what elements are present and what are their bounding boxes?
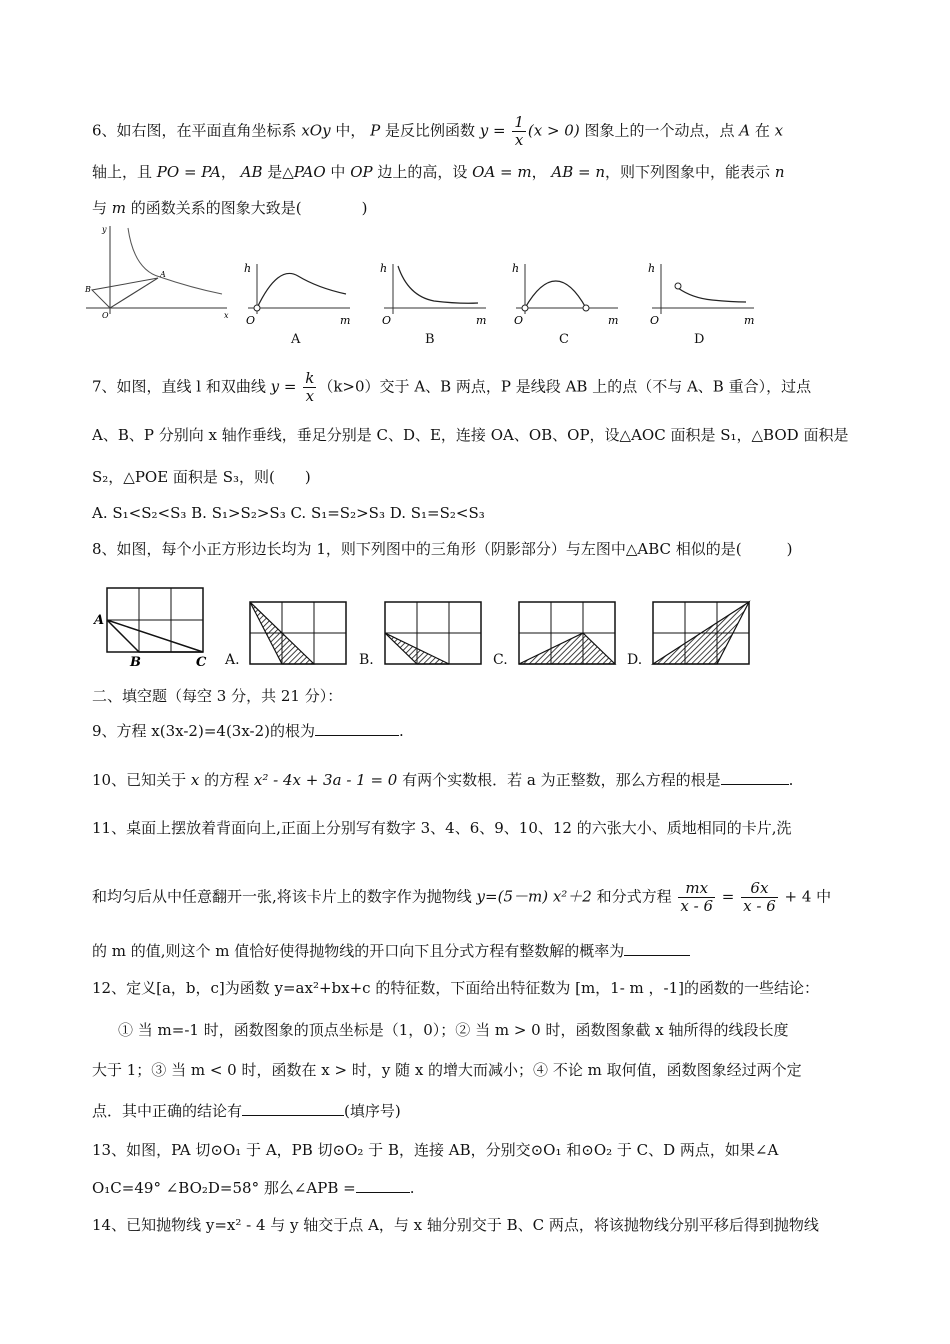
curve-d (678, 288, 746, 302)
q11-line1: 11、桌面上摆放着背面向上,正面上分别写有数字 3、4、6、9、10、12 的六张大小、质地相同的卡片,洗 (92, 819, 792, 837)
answer-blank-q13[interactable] (356, 1178, 410, 1193)
q6-option-d-graph (642, 256, 757, 328)
q6-option-a-graph (238, 256, 353, 328)
q6-line2: 轴上，且 PO = PA， AB 是△PAO 中 OP 边上的高，设 OA = m， AB = n，则下列图象中，能表示 n (92, 163, 785, 181)
axis-label-o-d: O (650, 314, 660, 327)
answer-blank-q11[interactable] (624, 941, 690, 956)
axis-label-o-a: O (246, 314, 256, 327)
hyperbola-curve (128, 228, 222, 294)
axis-label-m-a: m (340, 314, 351, 327)
answer-blank-q9[interactable] (315, 721, 399, 736)
q8-caption-c: C. (493, 652, 508, 668)
label-y: y (102, 225, 107, 234)
q6-option-c-graph (506, 256, 621, 328)
q12-line2: ① 当 m=-1 时，函数图象的顶点坐标是（1，0）；② 当 m > 0 时，函数图象截 x 轴所得的线段长度 (118, 1021, 789, 1039)
q8-caption-b: B. (359, 652, 374, 668)
label-b: B (85, 285, 91, 294)
q6-caption-d: D (694, 332, 705, 347)
q8-caption-d: D. (627, 652, 643, 668)
q9-line: 9、方程 x(3x-2)=4(3x-2)的根为 . (92, 722, 404, 740)
q6-caption-c: C (559, 332, 569, 347)
q6-caption-a: A (291, 332, 301, 347)
curve-b (398, 266, 478, 303)
q6-option-b-graph (374, 256, 489, 328)
fraction-6x-over-x-6: $\frac{6x}{x - 6}$ (743, 879, 776, 915)
axis-label-o-b: O (382, 314, 392, 327)
q12-line3: 大于 1；③ 当 m < 0 时，函数在 x > 时，y 随 x 的增大而减小；④ 不论 m 取何值，函数图象经过两个定 (92, 1061, 802, 1079)
q13-line2: O₁C=49° ∠BO₂D=58° 那么∠APB = . (92, 1179, 415, 1197)
axis-label-h-b: h (380, 262, 388, 275)
q12-line1: 12、定义[a，b，c]为函数 y=ax²+bx+c 的特征数，下面给出特征数为 [m，1- m ，-1]的函数的一些结论： (92, 979, 820, 997)
open-point-c-left (522, 305, 528, 311)
q10-line: 10、已知关于 x 的方程 x² - 4x + 3a - 1 = 0 有两个实数根．若 a 为正整数，那么方程的根是 . (92, 771, 794, 789)
q7-line2: A、B、P 分别向 x 轴作垂线，垂足分别是 C、D、E，连接 OA、OB、OP，设△AOC 面积是 S₁，△BOD 面积是 (92, 426, 849, 444)
label-c: C (196, 655, 207, 670)
axis-label-o-c: O (514, 314, 524, 327)
q7-line3: S₂，△POE 面积是 S₃，则( ) (92, 468, 311, 486)
shaded-triangle-c (519, 633, 615, 664)
q8-option-c-grid (518, 601, 618, 667)
triangle-pao (92, 278, 158, 308)
q8-reference-grid (92, 586, 217, 670)
label-b: B (130, 655, 141, 670)
axis-label-h-c: h (512, 262, 520, 275)
label-x: x (224, 311, 229, 320)
fraction-k-over-x: $\frac{k}{x}$ (305, 369, 315, 405)
q7-line1: 7、如图，直线 l 和双曲线 y = $\frac{k}{x}$ （k>0）交于 A、B 两点，P 是线段 AB 上的点（不与 A、B 重合），过点 (92, 369, 812, 405)
label-a: A (160, 270, 166, 279)
q8-caption-a: A. (225, 652, 240, 668)
curve-c (525, 281, 586, 308)
axis-label-h-a: h (244, 262, 252, 275)
open-point-a (254, 305, 260, 311)
axis-label-m-d: m (744, 314, 755, 327)
answer-blank-q12[interactable] (242, 1101, 344, 1116)
open-point-d (675, 283, 681, 289)
curve-a (257, 273, 346, 308)
q13-line1: 13、如图，PA 切⊙O₁ 于 A，PB 切⊙O₂ 于 B，连接 AB，分别交⊙O₁ 和⊙O₂ 于 C、D 两点，如果∠A (92, 1141, 779, 1159)
q11-line2: 和均匀后从中任意翻开一张,将该卡片上的数字作为抛物线 y=(5－m) x²＋2 和分式方程 $\frac{mx}{x - 6}$ = $\frac{6x}{x - 6}$ + 4 中 (92, 879, 832, 915)
q7-options: A. S₁<S₂<S₃ B. S₁>S₂>S₃ C. S₁=S₂>S₃ D. S₁=S₂<S₃ (92, 504, 485, 522)
axis-label-m-b: m (476, 314, 487, 327)
q6-line1: 6、如右图，在平面直角坐标系 xOy 中， P 是反比例函数 y = $\frac{1}{x}$ (x > 0) 图象上的一个动点，点 A 在 x (92, 113, 784, 149)
q8-line1: 8、如图，每个小正方形边长均为 1，则下列图中的三角形（阴影部分）与左图中△ABC 相似的是( ) (92, 540, 793, 558)
triangle-abc (107, 620, 203, 652)
label-o: O (102, 311, 109, 320)
q11-line3: 的 m 的值,则这个 m 值恰好使得抛物线的开口向下且分式方程有整数解的概率为 (92, 941, 690, 961)
label-a: A (94, 613, 105, 628)
q8-option-a-grid (249, 601, 349, 667)
q6-main-figure (82, 222, 232, 322)
q8-option-d-grid (652, 601, 752, 667)
q8-option-b-grid (384, 601, 484, 667)
axis-label-m-c: m (608, 314, 619, 327)
q14-line1: 14、已知抛物线 y=x² - 4 与 y 轴交于点 A，与 x 轴分别交于 B、C 两点，将该抛物线分别平移后得到抛物线 (92, 1216, 819, 1234)
q6-line3: 与 m 的函数关系的图象大致是( ) (92, 199, 368, 217)
q6-caption-b: B (425, 332, 435, 347)
open-point-c-right (583, 305, 589, 311)
section-2-heading: 二、填空题（每空 3 分，共 21 分）： (92, 687, 343, 705)
fraction-mx-over-x-6: $\frac{mx}{x - 6}$ (680, 879, 714, 915)
fraction-1-over-x: $\frac{1}{x}$ (514, 113, 524, 149)
q12-line4: 点．其中正确的结论有 (填序号) (92, 1102, 401, 1120)
axis-label-h-d: h (648, 262, 656, 275)
answer-blank-q10[interactable] (721, 770, 789, 785)
